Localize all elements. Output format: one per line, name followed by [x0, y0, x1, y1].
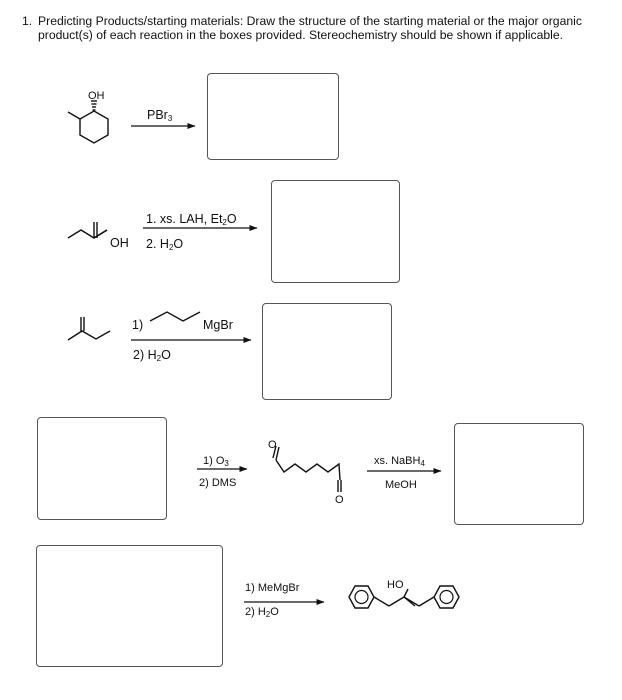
reagent-water-5-sub: 2: [265, 610, 271, 619]
diphenyl-alcohol-structure: [349, 586, 459, 608]
reagent-nabh4-sub: 4: [420, 459, 425, 468]
reagent-dms: 2) DMS: [199, 477, 237, 489]
reagent-ozone: [203, 454, 229, 468]
reagent-water-5-tail: O: [270, 606, 279, 618]
reagent-water-2-main: 2. H: [146, 237, 169, 251]
oh-label-2: OH: [110, 236, 129, 250]
step1-number-3: 1): [132, 318, 144, 332]
oh-label-1: OH: [88, 90, 105, 102]
reagent-ozone-main: 1) O: [203, 455, 225, 467]
reagent-meoh: MeOH: [385, 479, 417, 491]
butyl-chain-structure: [150, 312, 200, 321]
grignard-label: MgBr: [203, 318, 233, 332]
reagent-pbr3-main: PBr: [147, 108, 168, 122]
cyclohexanol-structure: [68, 101, 108, 143]
reagent-lah-sub: 2: [222, 218, 227, 227]
reagent-water-3-tail: O: [161, 348, 171, 362]
reagent-nabh4: [374, 454, 425, 468]
ho-label-5: HO: [387, 579, 404, 591]
reagent-water-2-tail: O: [173, 237, 184, 251]
reagent-water-3-sub: 2: [156, 354, 162, 363]
oxygen-atom-label: O: [335, 494, 344, 506]
question-number: 1.: [22, 14, 33, 28]
oxygen-atom-label: O: [268, 439, 277, 451]
reagent-memgbr: 1) MeMgBr: [245, 582, 300, 594]
reagent-nabh4-main: xs. NaBH: [374, 455, 421, 467]
reagent-pbr3-sub: 3: [167, 114, 173, 123]
reagent-pbr3: [147, 108, 172, 122]
butanoic-acid-structure: [68, 222, 107, 238]
reagent-water-2: [146, 237, 183, 251]
reagent-water-3-main: 2) H: [133, 348, 157, 362]
reagent-water-3: [133, 348, 171, 362]
reagent-lah-tail: O: [226, 212, 237, 226]
reagent-water-5-main: 2) H: [245, 606, 266, 618]
reagent-lah-main: 1. xs. LAH, Et: [146, 212, 223, 226]
butanone-structure: [68, 317, 110, 340]
reagent-water-5: [245, 605, 279, 619]
reagent-ozone-sub: 3: [224, 459, 229, 468]
question-instructions: Predicting Products/starting materials: Draw the structure of the starting material or the major organic product(s) of each reaction in the boxes provided. Stereochemistry should be shown if applicable.: [38, 14, 582, 42]
dialdehyde-structure: [268, 439, 344, 506]
reagent-lah: [146, 212, 237, 226]
reagent-water-2-sub: 2: [168, 243, 174, 252]
